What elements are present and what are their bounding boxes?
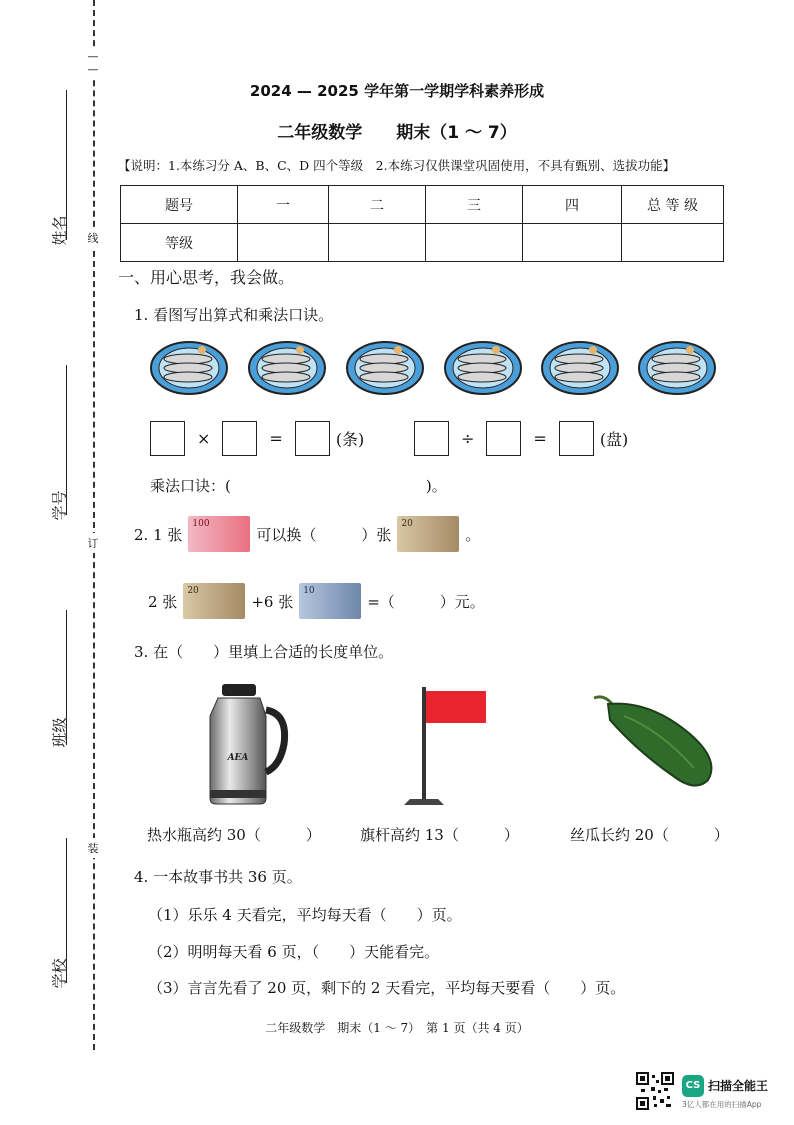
binding-dashed-line — [93, 0, 95, 1050]
qr-code-icon — [636, 1072, 674, 1110]
camscanner-logo-icon: CS — [682, 1075, 704, 1097]
divide-sign: ÷ — [461, 429, 475, 448]
question-3-text: 3. 在（ ）里填上合适的长度单位。 — [134, 643, 394, 661]
binding-char-zhuang: 装 — [85, 838, 101, 858]
unit-tiao: (条) — [335, 430, 365, 449]
answer-box[interactable] — [295, 421, 330, 456]
banknote-20-icon: 20 — [397, 516, 459, 552]
fish-plate-image — [541, 340, 619, 396]
q2-total-blank[interactable]: =（ ）元。 — [367, 592, 485, 611]
question-2-line-1 — [134, 516, 480, 552]
banknote-100-icon: 100 — [188, 516, 250, 552]
flagpole-image — [400, 685, 492, 809]
exam-title: 2024 — 2025 学年第一学期学科素养形成 — [249, 82, 545, 100]
svg-text:AEA: AEA — [227, 753, 249, 763]
answer-box[interactable] — [222, 421, 257, 456]
binding-char-ding: 订 — [85, 533, 101, 553]
scanner-tagline: 3亿人都在用的扫描App — [682, 1100, 762, 1109]
unit-pan: (盘) — [599, 430, 629, 449]
binding-char-line: 线 — [85, 228, 101, 248]
answer-box[interactable] — [486, 421, 521, 456]
grade-header-cell: 三 — [426, 186, 523, 224]
fish-plate-image — [638, 340, 716, 396]
grade-header-cell: 二 — [329, 186, 426, 224]
answer-box[interactable] — [559, 421, 594, 456]
binding-mark-top: — — — [85, 48, 101, 78]
question-4-sub-3[interactable]: （3）言言先看了 20 页，剩下的 2 天看完，平均每天要看（ ）页。 — [148, 979, 626, 997]
equals-sign: = — [269, 429, 283, 448]
question-1-text: 1. 看图写出算式和乘法口诀。 — [134, 306, 334, 324]
grade-input-cell[interactable] — [329, 224, 426, 262]
grade-table-header-row — [121, 186, 724, 224]
multiplication-rhyme-blank[interactable]: 乘法口诀：( )。 — [150, 477, 447, 495]
grade-header-cell: 四 — [523, 186, 622, 224]
thermos-height-blank[interactable]: 热水瓶高约 30（ ） — [147, 826, 321, 844]
exam-instructions: 【说明：1.本练习分 A、B、C、D 四个等级 2.本练习仅供课堂巩固使用，不具有甄别、选拔功能】 — [118, 158, 676, 173]
q2-two-notes: 2 张 — [148, 592, 178, 611]
grade-input-cell[interactable] — [426, 224, 523, 262]
answer-box[interactable] — [414, 421, 449, 456]
section-one-title: 一、用心思考，我会做。 — [118, 268, 295, 287]
grade-row-label: 等级 — [121, 224, 238, 262]
times-sign: × — [197, 429, 211, 448]
q2-six-notes: +6 张 — [251, 592, 294, 611]
grade-input-cell[interactable] — [622, 224, 724, 262]
question-4-text: 4. 一本故事书共 36 页。 — [134, 868, 302, 886]
grade-table-row — [121, 224, 724, 262]
question-4-sub-1[interactable]: （1）乐乐 4 天看完，平均每天看（ ）页。 — [148, 906, 462, 924]
fish-plate-image — [444, 340, 522, 396]
grade-input-cell[interactable] — [238, 224, 329, 262]
school-label: 学校 — [50, 958, 69, 989]
question-4-sub-2[interactable]: （2）明明每天看 6 页，（ ）天能看完。 — [148, 943, 440, 961]
scanner-app-name: 扫描全能王 — [708, 1079, 769, 1093]
flagpole-height-blank[interactable]: 旗杆高约 13（ ） — [360, 826, 519, 844]
banknote-10-icon: 10 — [299, 583, 361, 619]
page-footer: 二年级数学 期末（1 ～ 7） 第 1 页（共 4 页） — [265, 1021, 529, 1035]
q2-period: 。 — [465, 525, 481, 544]
fish-plate-image — [346, 340, 424, 396]
fish-plate-image — [150, 340, 228, 396]
q2-exchange-text: 可以换（ ）张 — [256, 525, 392, 544]
grade-input-cell[interactable] — [523, 224, 622, 262]
grade-header-cell: 总 等 级 — [622, 186, 724, 224]
fish-plate-image — [248, 340, 326, 396]
class-label: 班级 — [50, 717, 69, 748]
question-2-line-2 — [148, 583, 485, 619]
answer-box[interactable] — [150, 421, 185, 456]
banknote-20-icon: 20 — [183, 583, 245, 619]
luffa-image — [590, 690, 720, 790]
grade-table — [120, 185, 724, 262]
equals-sign: = — [533, 429, 547, 448]
luffa-length-blank[interactable]: 丝瓜长约 20（ ） — [570, 826, 729, 844]
multiplication-equation — [150, 421, 364, 456]
thermos-image — [200, 680, 290, 808]
student-id-label: 学号 — [50, 490, 69, 521]
name-label: 姓名 — [50, 215, 69, 246]
grade-header-cell: 一 — [238, 186, 329, 224]
q2-prefix: 2. 1 张 — [134, 525, 183, 544]
division-equation — [414, 421, 628, 456]
grade-header-cell: 题号 — [121, 186, 238, 224]
exam-subtitle: 二年级数学 期末（1 ～ 7） — [277, 123, 517, 143]
